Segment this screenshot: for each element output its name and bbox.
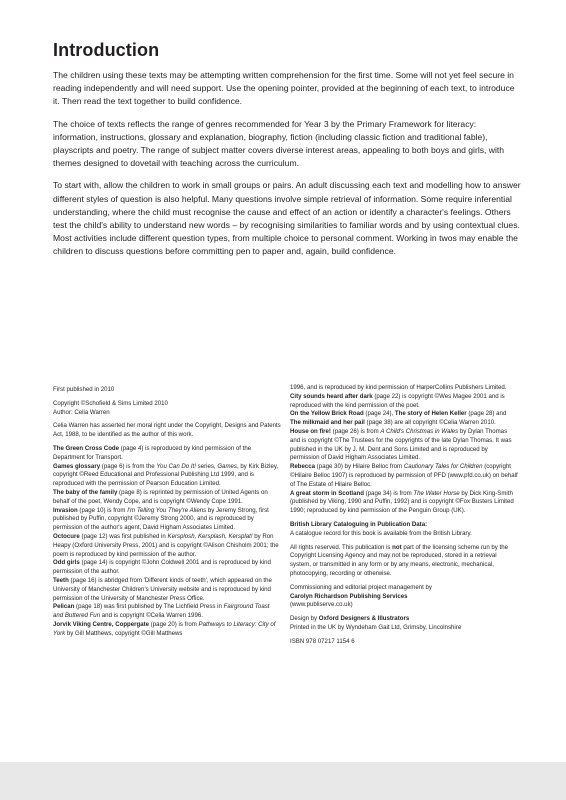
- credit-title: Odd girls: [53, 559, 80, 567]
- credit-jorvik: Jorvik Viking Centre, Coppergate (page 20) is from Pathways to Literacy: City of York by Gill Matthews, copyright ©Gill Matthews: [53, 620, 276, 637]
- credit-jorvik-continued: 1996, and is reproduced by kind permission of HarperCollins Publishers Limited.: [290, 384, 507, 391]
- copyright-line: Copyright ©Schofield & Sims Limited 2010: [53, 399, 168, 407]
- credit-house-on-fire: House on fire! (page 26) is from A Child's Christmas in Wales by Dylan Thomas and is copyright ©The Trustees for the copyrights of the late Dylan Thomas. It was published in the UK by J. M. Dent and Sons Limited and is reproduced by permission of David Higham Associates Limited.: [290, 427, 512, 462]
- page-title: Introduction: [53, 40, 160, 60]
- publishing-services: Carolyn Richardson Publishing Services: [290, 592, 408, 600]
- commissioning-line: Commissioning and editorial project management by: [290, 583, 432, 591]
- introduction-section: [53, 40, 523, 268]
- credit-title: Invasion: [53, 506, 78, 514]
- credit-baby-of-family: The baby of the family (page 8) is reprinted by permission of United Agents on behalf of the poet, Wendy Cope, and is copyright ©Wendy Cope 1991.: [53, 488, 268, 505]
- credit-octocure: Octocure (page 12) was first published in Kersplosh, Kersplash, Kersplat! by Ron Heapy (Oxford University Press, 2001) and is copyright ©Alison Chisholm 2001; the poem is reproduced by kind permission of the author.: [53, 532, 279, 558]
- credit-games-glossary: Games glossary (page 6) is from the You Can Do It! series, Games, by Kirk Bizley, copyright ©Reed Educational and Professional Publishing Ltd 1999, and is reproduced with the permission of Pearson Education Limited.: [53, 462, 279, 488]
- isbn-line: ISBN 978 07217 1154 6: [290, 637, 355, 645]
- author-line: Author: Celia Warren: [53, 408, 110, 416]
- credit-invasion: Invasion (page 10) is from I'm Telling You They're Aliens by Jeremy Strong, first published by Puffin, copyright ©Jeremy Strong 2000, and is reproduced by permission of the author's agent, David Higham Associates Limited.: [53, 506, 269, 532]
- publishing-services-url: (www.publiserve.co.uk): [290, 601, 353, 609]
- intro-paragraph-3: To start with, allow the children to work in small groups or pairs. An adult discussing each text and modelling how to answer different styles of question is also helpful. Many questions involve simple retrieval of information. Some require inferential understanding, where the child must recognise the cause and effect of an action or identify a character's feelings. Others test the child's ability to understand new words – by recognising similarities to familiar words and by using contextual clues. Most activities include different question types, from multiple choice to personal comment. Working in twos may enable the children to discuss questions before committing pen to paper and, again, build confidence.: [53, 180, 521, 257]
- printer-line: Printed in the UK by Wyndeham Gait Ltd, Grimsby, Lincolnshire: [290, 623, 462, 631]
- credit-title: Rebecca: [290, 463, 316, 471]
- credit-teeth: Teeth (page 16) is abridged from 'Different kinds of teeth', which appeared on the University of Manchester Children's University website and is reproduced by kind permission of the University of Manchester Press Office.: [53, 576, 272, 602]
- credit-title: Jorvik Viking Centre, Coppergate: [53, 620, 150, 628]
- rights-notice: All rights reserved. This publication is not part of the licensing scheme run by the Copyright Licensing Agency and may not be reproduced, stored in a retrieval system, or transmitted in any form or by any means, electronic, mechanical, photocopying, recording or otherwise.: [290, 543, 509, 577]
- credit-great-storm: A great storm in Scotland (page 34) is from The Water Horse by Dick King-Smith (published by Viking, 1990 and Puffin, 1992) and is copyright ©Fox Busters Limited 1990; reproduced by kind permission of the Penguin Group (UK).: [290, 489, 514, 515]
- moral-right-notice: Celia Warren has asserted her moral right under the Copyright, Designs and Patents Act, 1988, to be identified as the author of this work.: [53, 422, 281, 439]
- credit-title: Pelican: [53, 603, 75, 611]
- credit-title: Octocure: [53, 532, 80, 540]
- intro-paragraph-2: The choice of texts reflects the range of genres recommended for Year 3 by the Primary Framework for literacy: information, instructions, glossary and explanation, biography, fiction (including classic fiction and traditional fable), playscripts and poetry. The range of subject matter covers diverse interest areas, appealing to both boys and girls, with themes designed to dovetail with teaching across the curriculum.: [53, 118, 505, 169]
- first-published: First published in 2010: [53, 386, 115, 393]
- credit-title: The story of Helen Keller: [394, 410, 467, 418]
- credit-title: City sounds heard after dark: [290, 392, 373, 400]
- credit-title: Teeth: [53, 576, 69, 584]
- credit-title: Games glossary: [53, 462, 101, 470]
- credit-city-sounds: City sounds heard after dark (page 22) is copyright ©Wes Magee 2001 and is reproduced with the kind permission of the poet.: [290, 392, 505, 409]
- credit-title: On the Yellow Brick Road: [290, 410, 364, 418]
- credit-title: The baby of the family: [53, 488, 118, 496]
- credit-title: The milkmaid and her pail: [290, 419, 365, 427]
- cip-heading: British Library Cataloguing in Publication Data:: [290, 520, 428, 528]
- credit-title: A great storm in Scotland: [290, 489, 364, 497]
- credit-rebecca: Rebecca (page 30) by Hilaire Belloc from Cautionary Tales for Children (copyright ©Hilaire Belloc 1907) is reproduced by permission of PFD (www.pfd.co.uk) on behalf of The Estate of Hilaire Belloc.: [290, 463, 518, 488]
- imprint-left-column: [53, 386, 281, 639]
- credit-yellow-brick-road: On the Yellow Brick Road (page 24), The story of Helen Keller (page 28) and The milkmaid and her pail (page 38) are all copyright ©Celia Warren 2010.: [290, 410, 507, 427]
- credit-odd-girls: Odd girls (page 14) is copyright ©John Coldwell 2001 and is reproduced by kind permission of the author.: [53, 559, 271, 576]
- credit-title: The Green Cross Code: [53, 444, 120, 452]
- intro-paragraph-1: The children using these texts may be attempting written comprehension for the first time. Some will not yet feel secure in reading independently and will need support. Use the opening pointer, provided at the beginning of each text, to introduce it. Then read the text together to build confidence.: [53, 70, 515, 107]
- credit-title: House on fire!: [290, 427, 331, 435]
- credit-pelican: Pelican (page 18) was first published by The Lichfield Press in Fairground Toast and Buttered Fun and is copyright ©Celia Warren 1996.: [53, 603, 270, 620]
- credit-green-cross: The Green Cross Code (page 4) is reproduced by kind permission of the Department for Transport.: [53, 444, 252, 461]
- imprint-right-column: [290, 384, 518, 647]
- design-credit: Design by Oxford Designers & Illustrators: [290, 615, 410, 623]
- cip-text: A catalogue record for this book is available from the British Library.: [290, 529, 472, 537]
